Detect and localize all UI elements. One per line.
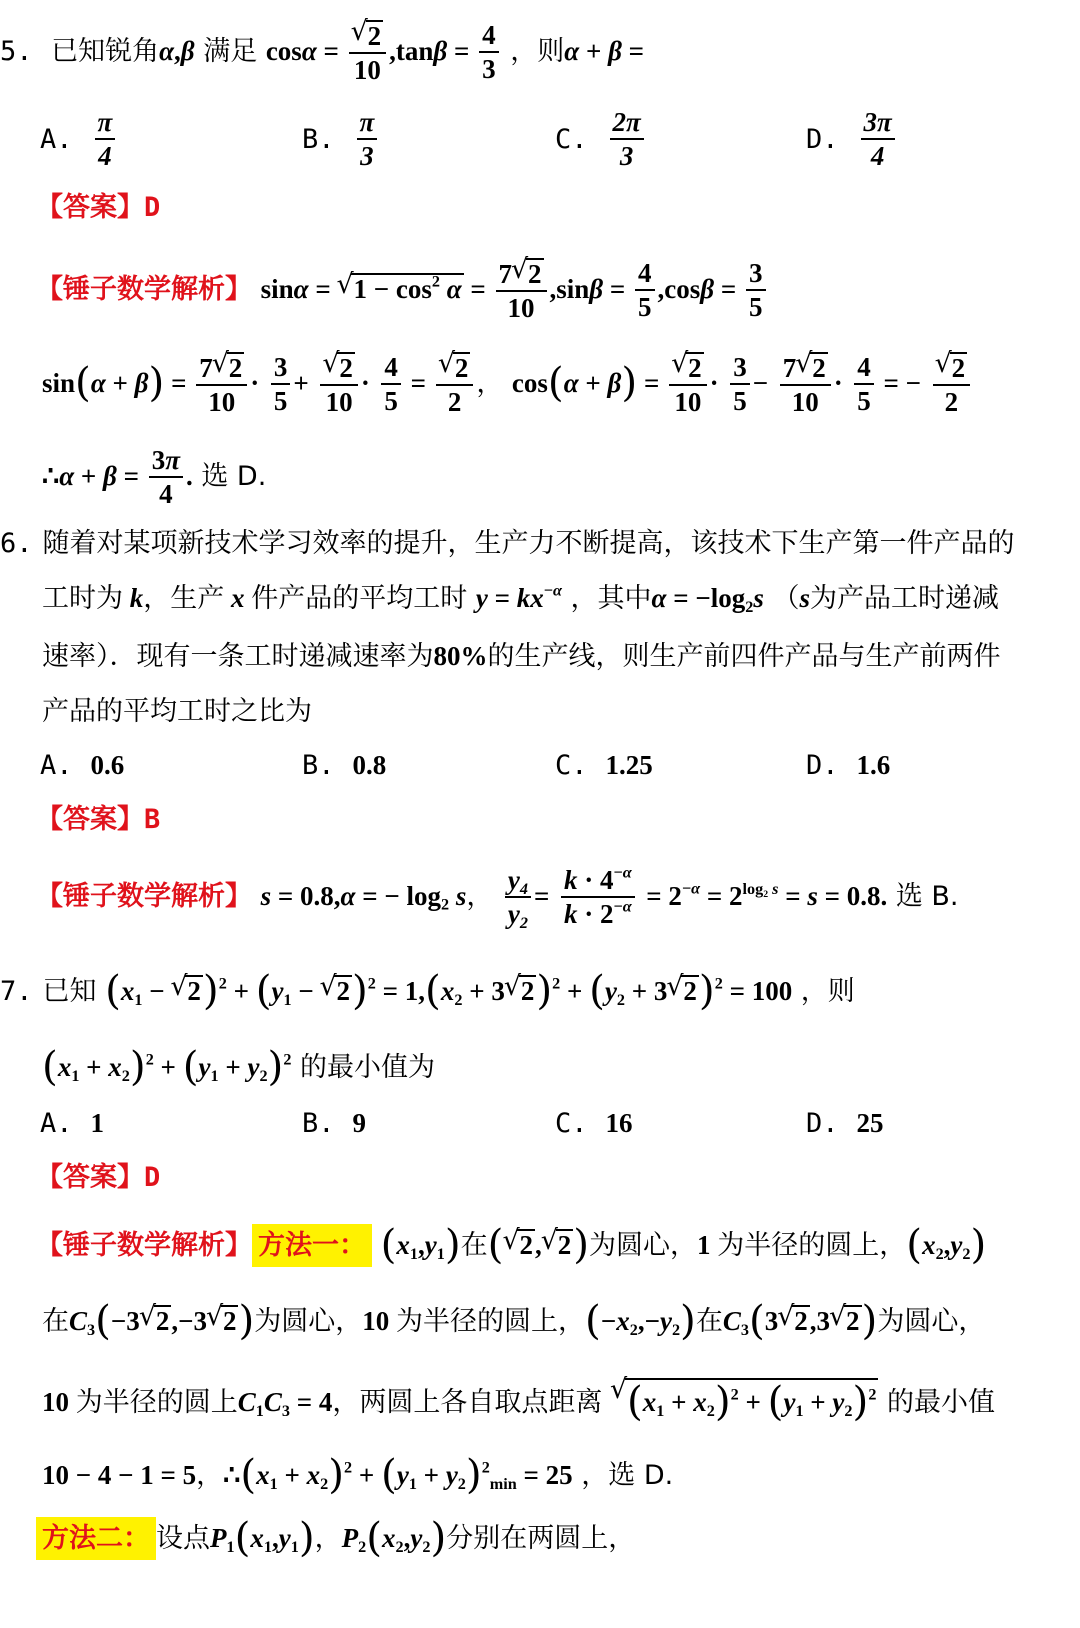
- analysis-text: 为半径的圆上，: [717, 1230, 907, 1261]
- option-value: 25: [856, 1108, 884, 1138]
- option-denominator: 3: [619, 141, 634, 172]
- q6-line2-text: ，其中: [570, 583, 652, 614]
- q6-option-d[interactable]: [806, 752, 890, 779]
- q6-line2-text: （: [772, 583, 800, 614]
- q7-stem-text: 的最小值为: [300, 1052, 436, 1083]
- option-denominator: 4: [98, 141, 112, 172]
- q6-analysis: 【锤子数学解析】 s = 0.8,α = − $\log_2 s$， $\frac{y_4}{y_2}$ = $\frac{k \cdot 4^{-\alpha}}{k \cdot 2^{-\alpha}}$ = $2^{-\alpha} = 2^{log_2 s} = s = 0.8$. 选 B.: [36, 863, 959, 933]
- q7-stem-line-2: $(x_1 + x_2)^2 + (y_1 + y_2)^2$ 的最小值为: [42, 1042, 436, 1090]
- q6-line3-text: 的生产线，则生产前四件产品与生产前两件: [487, 641, 1001, 672]
- question-number: 7.: [0, 976, 33, 1007]
- q7-option-d[interactable]: [806, 1110, 884, 1137]
- question-number: 6.: [0, 528, 33, 559]
- option-value: 9: [352, 1108, 367, 1138]
- option-denominator: 4: [870, 141, 885, 172]
- q7-stem-line-1: 7. 已知 ($x_1$ − √ $2)^2 + (y_1$ − √ $2)^2 = 1,(x_2 + 3√$ $2)^2 + (y_2 + 3√$ 2)$^2$ = 100 ，则: [0, 970, 855, 1011]
- q6-stem-line-4: 产品的平均工时之比为: [42, 696, 312, 727]
- option-label: C.: [555, 750, 588, 781]
- analysis-text: 在: [460, 1230, 488, 1261]
- analysis-text: 为圆心，: [877, 1306, 986, 1337]
- q7-stem-text: ，则: [800, 976, 855, 1007]
- q6-stem-line-2: 工时为 k，生产 x 件产品的平均工时 $y = kx^{-\alpha}$ ，其中$\alpha = -\log_2s$ （s为产品工时递减: [42, 581, 999, 616]
- q5-analysis-line-2: sin(α + β) = $\frac{7√ 2}{10}$ · $\frac{3}{5}$ + √ $\frac{2}{10}$ · $\frac{4}{5}$ = √ $\frac{2}{2}$ ， cos(α + β) = √ $\frac{2}{10}$ · $\frac{3}{5}$ − $\frac{7√ 2}{10}$ · $\frac{4}{5}$ = − √ $\frac{2}{2}$: [42, 352, 973, 417]
- q7-option-c[interactable]: [555, 1110, 633, 1137]
- q5-option-b[interactable]: [302, 108, 380, 171]
- analysis-text: ，两圆上各自取点距离: [332, 1387, 603, 1418]
- option-numerator: 2π: [610, 108, 644, 140]
- answer-label: 【答案】: [36, 804, 144, 835]
- q5-stem: 5. 已知锐角α,β 满足 cosα = √ $\frac{2}{10}$ ,tanβ = $\frac{4}{3}$ ，则α + β =: [0, 20, 644, 85]
- q6-stem-line-3: 速率）．现有一条工时递减速率为80%的生产线，则生产前四件产品与生产前两件: [42, 641, 1001, 672]
- q6-option-a[interactable]: [40, 752, 124, 779]
- q6-option-b[interactable]: [302, 752, 386, 779]
- q7-analysis-line-5: 方法二： 设点$P_1(x_1,y_1)$，$P_2(x_2,y_2)$分别在两圆上，: [36, 1517, 635, 1558]
- selection-text: 选 B.: [895, 880, 959, 912]
- analysis-text: 的最小值: [887, 1387, 995, 1418]
- option-label: C.: [555, 123, 588, 155]
- q6-line1-text: 随着对某项新技术学习效率的提升，生产力不断提高，该技术下生产第一件产品的: [42, 528, 1015, 559]
- option-value: 1: [90, 1108, 105, 1138]
- analysis-text: 在: [42, 1306, 69, 1337]
- fraction: $\frac{4}{3}$: [479, 21, 499, 84]
- selection-text: ，选 D.: [581, 1460, 674, 1491]
- q7-option-b[interactable]: [302, 1110, 366, 1137]
- q5-stem-text-a: 已知锐角: [51, 35, 160, 67]
- option-value: 1.25: [605, 750, 653, 780]
- option-label: B.: [302, 1108, 335, 1139]
- q5-stem-text-c: ，则: [510, 35, 565, 67]
- q5-analysis-line-3: ∴α + β = $\frac{3\pi}{4}$ . 选 D.: [42, 445, 267, 510]
- option-value: 0.8: [352, 750, 387, 780]
- analysis-text: ，: [314, 1523, 342, 1554]
- answer-value: B: [144, 804, 161, 835]
- q5-analysis-line-1: 【锤子数学解析】 sinα = √ $1 - \cos^2 \alpha$ = $\frac{7√ 2}{10}$ ,sinβ = $\frac{4}{5}$ ,cosβ = $\frac{3}{5}$: [36, 258, 769, 323]
- analysis-text: 为圆心，: [254, 1306, 363, 1337]
- q6-answer: [36, 806, 160, 833]
- q7-answer: [36, 1164, 160, 1191]
- selection-text: 选 D.: [201, 460, 267, 492]
- q7-stem-text: 已知: [42, 976, 97, 1007]
- analysis-text: 为半径的圆上，: [396, 1306, 586, 1337]
- q5-option-a[interactable]: [40, 108, 118, 171]
- option-label: D.: [806, 750, 839, 781]
- q7-analysis-line-4: 10 − 4 − 1 = 5，$\therefore(x_1 + x_2)^2 + (y_1 + y_2)^2_{min} = 25$ ，选 D.: [42, 1450, 674, 1498]
- option-label: D.: [806, 1108, 839, 1139]
- option-label: A.: [40, 1108, 73, 1139]
- analysis-label: 【锤子数学解析】: [36, 880, 252, 912]
- q7-option-a[interactable]: [40, 1110, 104, 1137]
- option-value: 1.6: [856, 750, 891, 780]
- q6-line2-text: ，生产: [143, 583, 225, 614]
- option-label: C.: [555, 1108, 588, 1139]
- option-label: B.: [302, 123, 335, 155]
- option-numerator: π: [95, 108, 116, 140]
- q5-option-d[interactable]: [806, 108, 898, 171]
- analysis-text: 设点: [156, 1523, 210, 1554]
- analysis-text: 分别在两圆上，: [446, 1523, 636, 1554]
- q6-line2-text: 件产品的平均工时: [251, 583, 468, 614]
- analysis-text: 在: [695, 1306, 723, 1337]
- option-value: 0.6: [90, 750, 125, 780]
- q6-stem-line-1: [0, 530, 1015, 557]
- option-label: A.: [40, 750, 73, 781]
- q5-answer: [36, 194, 160, 221]
- analysis-text: 为圆心，: [589, 1230, 698, 1261]
- analysis-label: 【锤子数学解析】: [36, 1230, 252, 1261]
- answer-label: 【答案】: [36, 1162, 144, 1193]
- answer-value: D: [144, 1162, 161, 1193]
- option-numerator: π: [357, 108, 378, 140]
- q6-line2-text: 工时为: [42, 583, 123, 614]
- analysis-text: 为半径的圆上: [75, 1387, 238, 1418]
- q7-analysis-line-1: 【锤子数学解析】 方法一： $(x_1,y_1)$在(√ 2,√ 2)为圆心，1 为半径的圆上，$(x_2,y_2)$: [36, 1224, 986, 1265]
- option-value: 16: [605, 1108, 633, 1138]
- q6-line2-text: 为产品工时递减: [809, 583, 999, 614]
- question-number: 5.: [0, 35, 33, 67]
- q5-option-c[interactable]: [555, 108, 647, 171]
- analysis-label: 【锤子数学解析】: [36, 273, 252, 305]
- method-two-highlight: 方法二：: [36, 1517, 156, 1560]
- q7-analysis-line-2: 在$C_3(-3√$ 2,−3√ 2)为圆心，10 为半径的圆上，$(-x_2,-y_2)$在$C_3(3√$ 2,3√ 2)为圆心，: [42, 1300, 985, 1341]
- option-label: D.: [806, 123, 839, 155]
- q6-line3-text: 速率）．现有一条工时递减速率为: [42, 641, 434, 672]
- q5-stem-text-b: 满足: [203, 35, 258, 67]
- option-label: A.: [40, 123, 73, 155]
- method-one-highlight: 方法一：: [252, 1224, 372, 1267]
- answer-label: 【答案】: [36, 192, 144, 223]
- q6-option-c[interactable]: [555, 752, 653, 779]
- answer-value: D: [144, 192, 161, 223]
- option-numerator: 3π: [861, 108, 895, 140]
- fraction: √ $\frac{2}{10}$: [349, 20, 387, 85]
- option-denominator: 3: [360, 141, 374, 172]
- q7-analysis-line-3: 10 为半径的圆上$C_1C_3 = 4$，两圆上各自取点距离 √ $(x_1 + x_2)^2 + (y_1 + y_2)^2$ 的最小值: [42, 1378, 995, 1423]
- option-label: B.: [302, 750, 335, 781]
